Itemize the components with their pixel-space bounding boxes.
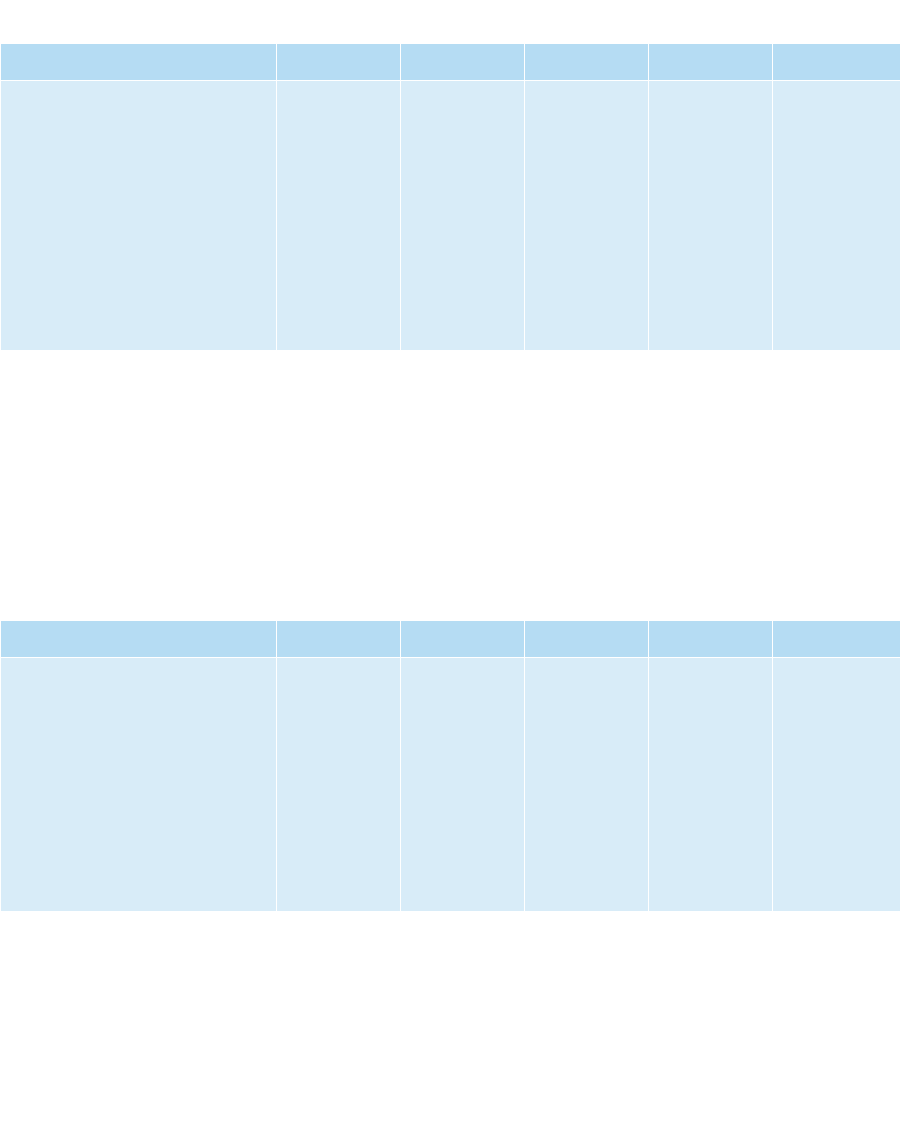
wiring-diagram-cell: [773, 81, 900, 351]
scheme-number: [773, 44, 900, 81]
scheme-number: [525, 621, 649, 658]
header-row: [1, 621, 900, 658]
scheme-number: [773, 621, 900, 658]
scheme-number-header: [1, 44, 277, 81]
wiring-diagram-cell: [277, 81, 401, 351]
diagram-row-label: [1, 658, 277, 912]
scheme-number: [649, 621, 773, 658]
scheme-number: [401, 44, 525, 81]
scheme-number: [277, 44, 401, 81]
scheme-number: [277, 621, 401, 658]
scheme-number: [401, 621, 525, 658]
wiring-diagram-cell: [277, 658, 401, 912]
scheme-table-2: [0, 620, 900, 912]
scheme-number: [649, 44, 773, 81]
diagram-row: [1, 658, 900, 912]
wiring-diagram-cell: [401, 658, 525, 912]
wiring-diagram-cell: [773, 658, 900, 912]
wiring-diagram-cell: [649, 658, 773, 912]
diagram-row-label: [1, 81, 277, 351]
header-row: [1, 44, 900, 81]
scheme-number-header: [1, 621, 277, 658]
wiring-diagram-cell: [401, 81, 525, 351]
diagram-row: [1, 81, 900, 351]
wiring-diagram-cell: [525, 81, 649, 351]
scheme-number: [525, 44, 649, 81]
wiring-diagram-cell: [525, 658, 649, 912]
scheme-table-1: [0, 43, 900, 351]
wiring-diagram-cell: [649, 81, 773, 351]
